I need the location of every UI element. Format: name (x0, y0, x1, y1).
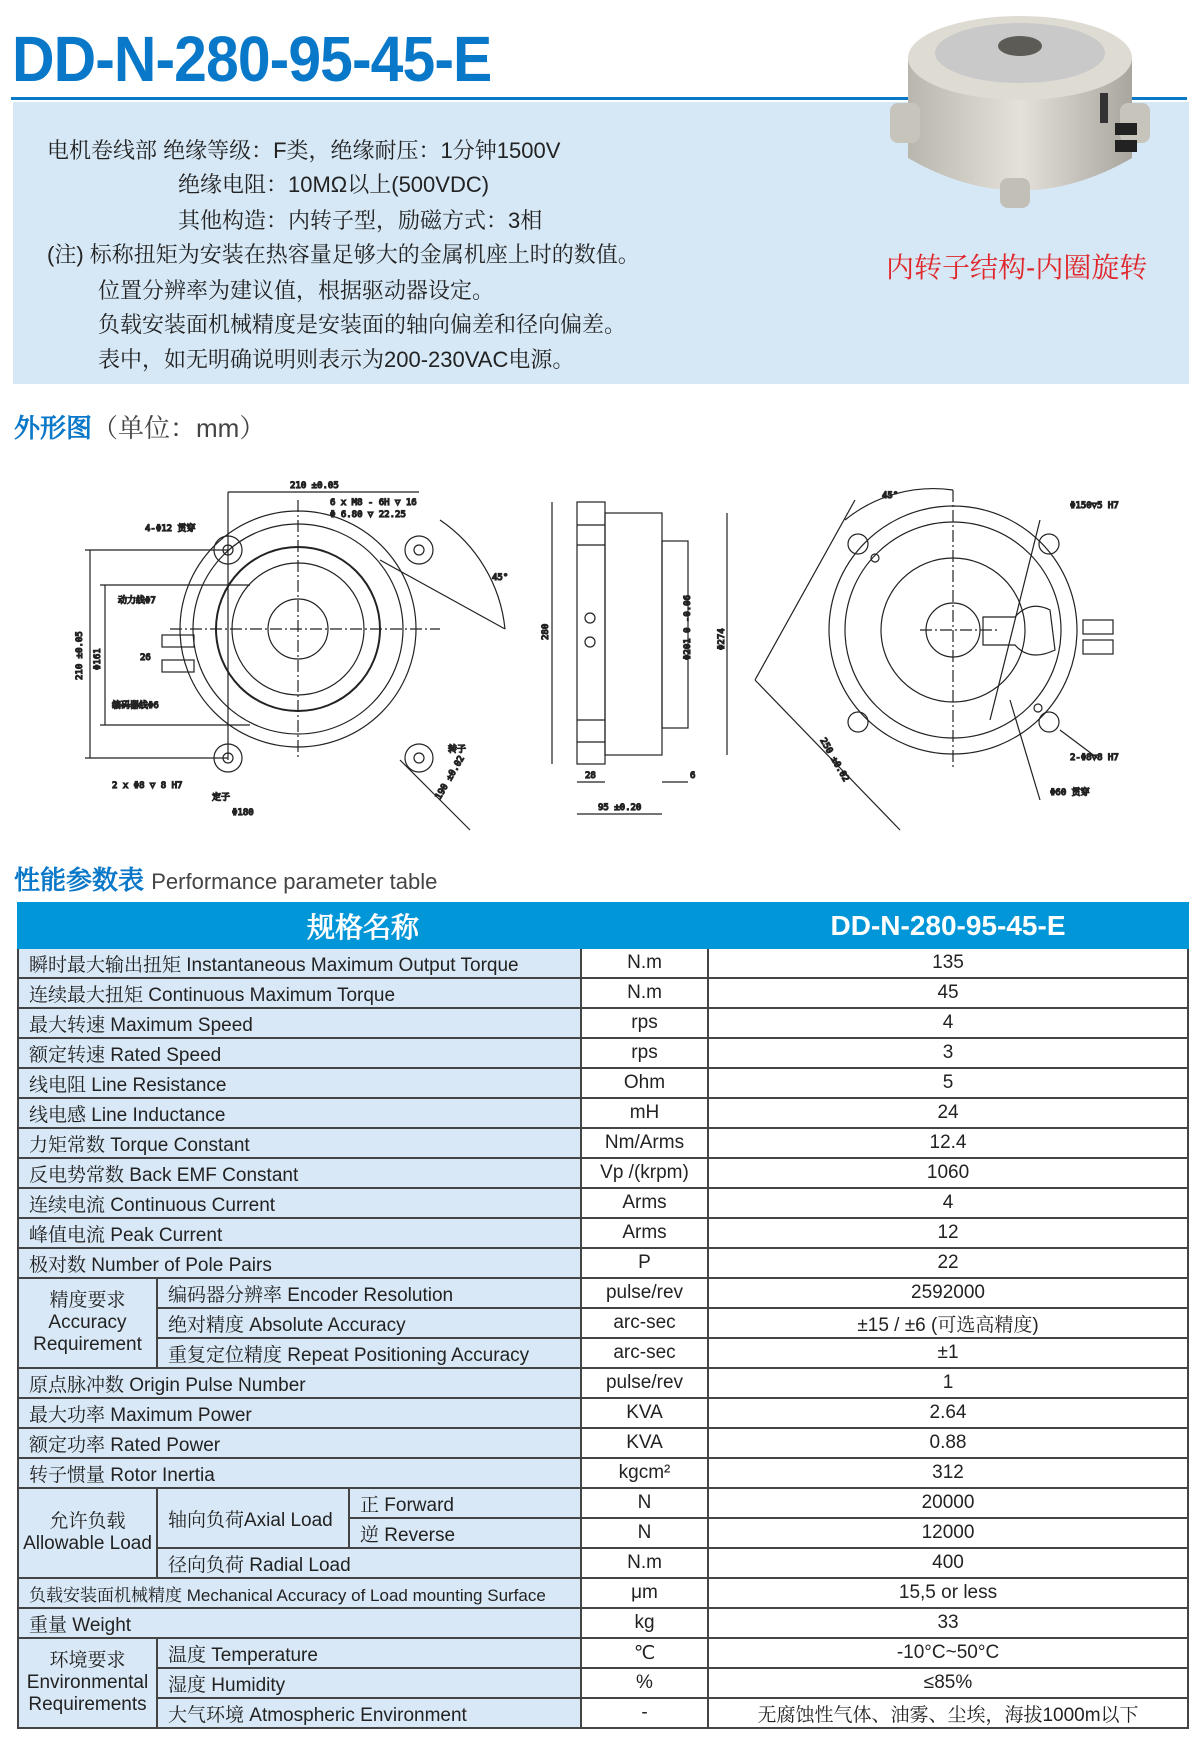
rear-view (755, 489, 1119, 830)
dim-label: 6 (690, 771, 696, 781)
value-cell: 12 (708, 1218, 1188, 1248)
dim-label: 250 ±0.02 (817, 736, 851, 784)
label-cell: 峰值电流 Peak Current (18, 1218, 581, 1248)
label-cell: 额定功率 Rated Power (18, 1428, 581, 1458)
info-line: (注) 标称扭矩为安装在热容量足够大的金属机座上时的数值。 (47, 242, 640, 267)
unit-cell: kg (581, 1608, 708, 1638)
dim-label: Φ201 0 -0.06 (683, 594, 693, 660)
dim-label: 定子 (212, 793, 231, 803)
unit-cell: Nm/Arms (581, 1128, 708, 1158)
table-row (18, 1488, 1188, 1518)
table-row (18, 1218, 1188, 1248)
label-cell: 线电感 Line Inductance (18, 1098, 581, 1128)
value-cell: 1060 (708, 1158, 1188, 1188)
dim-label: Φ150▽5 H7 (1070, 501, 1119, 511)
value-cell: 4 (708, 1188, 1188, 1218)
structure-label: 内转子结构-内圈旋转 (886, 252, 1148, 283)
info-line: 电机卷线部 绝缘等级：F类，绝缘耐压：1分钟1500V (47, 138, 561, 163)
unit-cell: Ohm (581, 1068, 708, 1098)
outline-heading (14, 408, 265, 445)
dim-label: Φ 6.80 ▽ 22.25 (330, 510, 406, 520)
value-cell: 22 (708, 1248, 1188, 1278)
value-cell: -10°C~50°C (708, 1638, 1188, 1668)
table-row (18, 1308, 1188, 1338)
value-cell: 12.4 (708, 1128, 1188, 1158)
table-row (18, 1248, 1188, 1278)
dim-label: Φ161 (93, 648, 103, 670)
value-cell: 4 (708, 1008, 1188, 1038)
col-model-header: DD-N-280-95-45-E (708, 903, 1188, 948)
unit-cell: pulse/rev (581, 1278, 708, 1308)
label-cell: 最大转速 Maximum Speed (18, 1008, 581, 1038)
label-cell: 连续电流 Continuous Current (18, 1188, 581, 1218)
table-row (18, 948, 1188, 978)
value-cell: 135 (708, 948, 1188, 978)
unit-cell: Arms (581, 1188, 708, 1218)
table-row (18, 978, 1188, 1008)
table-row (18, 1548, 1188, 1578)
label-cell: 轴向负荷Axial Load (157, 1488, 349, 1548)
table-row (18, 1578, 1188, 1608)
label-cell: 编码器分辨率 Encoder Resolution (157, 1278, 581, 1308)
dim-label: Φ60 贯穿 (1050, 788, 1090, 798)
dim-label: 45° (882, 491, 899, 501)
info-line: 绝缘电阻：10MΩ以上(500VDC) (178, 172, 490, 197)
perf-heading (14, 860, 437, 897)
dim-label: 2 x Φ8 ▽ 8 H7 (112, 781, 183, 791)
outline-drawing (0, 470, 1200, 840)
value-cell: ±1 (708, 1338, 1188, 1368)
dim-label: 动力线Φ7 (118, 596, 156, 606)
dim-label: 26 (140, 653, 151, 663)
perf-subtitle: Performance parameter table (151, 869, 438, 894)
value-cell: 3 (708, 1038, 1188, 1068)
table-row (18, 1698, 1188, 1728)
table-row (18, 1098, 1188, 1128)
dim-label: 210 ±0.05 (75, 631, 85, 680)
table-row (18, 1068, 1188, 1098)
label-cell: 额定转速 Rated Speed (18, 1038, 581, 1068)
outline-unit: （单位：mm） (92, 413, 266, 443)
label-cell: 转子惯量 Rotor Inertia (18, 1458, 581, 1488)
value-cell: 312 (708, 1458, 1188, 1488)
label-cell: 极对数 Number of Pole Pairs (18, 1248, 581, 1278)
front-view (75, 481, 508, 830)
dim-label: 编码器线Φ6 (112, 701, 159, 711)
label-cell: 精度要求 Accuracy Requirement (18, 1278, 157, 1368)
table-row (18, 1368, 1188, 1398)
unit-cell: % (581, 1668, 708, 1698)
unit-cell: N (581, 1518, 708, 1548)
unit-cell: KVA (581, 1428, 708, 1458)
value-cell: 45 (708, 978, 1188, 1008)
dim-label: Φ274 (717, 628, 727, 650)
dim-label: 4-Φ12 贯穿 (145, 524, 196, 534)
value-cell: 33 (708, 1608, 1188, 1638)
label-cell: 逆 Reverse (349, 1518, 581, 1548)
info-line: 其他构造：内转子型，励磁方式：3相 (178, 208, 543, 233)
unit-cell: kgcm² (581, 1458, 708, 1488)
label-cell: 湿度 Humidity (157, 1668, 581, 1698)
info-line: 负载安装面机械精度是安装面的轴向偏差和径向偏差。 (98, 312, 627, 337)
dim-label: 45° (492, 573, 509, 583)
unit-cell: arc-sec (581, 1338, 708, 1368)
label-cell: 正 Forward (349, 1488, 581, 1518)
outline-title: 外形图 (14, 413, 93, 443)
dim-label: 6 x M8 - 6H ▽ 16 (330, 498, 417, 508)
unit-cell: rps (581, 1008, 708, 1038)
table-row (18, 1338, 1188, 1368)
unit-cell: N (581, 1488, 708, 1518)
label-cell: 最大功率 Maximum Power (18, 1398, 581, 1428)
dim-label: 190 ±0.02 (433, 754, 467, 802)
dim-label: 2-Φ8▽8 H7 (1070, 753, 1119, 763)
label-cell: 连续最大扭矩 Continuous Maximum Torque (18, 978, 581, 1008)
unit-cell: Vp /(krpm) (581, 1158, 708, 1188)
value-cell: 1 (708, 1368, 1188, 1398)
value-cell: 0.88 (708, 1428, 1188, 1458)
info-line: 位置分辨率为建议值，根据驱动器设定。 (98, 278, 495, 303)
label-cell: 允许负载 Allowable Load (18, 1488, 157, 1578)
label-cell: 环境要求 Environmental Requirements (18, 1638, 157, 1728)
table-row (18, 1158, 1188, 1188)
dim-label: 210 ±0.05 (290, 481, 339, 491)
label-cell: 温度 Temperature (157, 1638, 581, 1668)
table-row (18, 1188, 1188, 1218)
label-cell: 重复定位精度 Repeat Positioning Accuracy (157, 1338, 581, 1368)
table-row (18, 1668, 1188, 1698)
unit-cell: arc-sec (581, 1308, 708, 1338)
table-row (18, 1458, 1188, 1488)
unit-cell: mH (581, 1098, 708, 1128)
unit-cell: N.m (581, 948, 708, 978)
dim-label: Φ180 (232, 808, 254, 818)
table-row (18, 1128, 1188, 1158)
value-cell: 12000 (708, 1518, 1188, 1548)
label-cell: 重量 Weight (18, 1608, 581, 1638)
label-cell: 力矩常数 Torque Constant (18, 1128, 581, 1158)
unit-cell: pulse/rev (581, 1368, 708, 1398)
dim-label: 转子 (448, 745, 467, 755)
label-cell: 原点脉冲数 Origin Pulse Number (18, 1368, 581, 1398)
dim-label: 280 (541, 623, 551, 640)
table-row (18, 1428, 1188, 1458)
value-cell: 2592000 (708, 1278, 1188, 1308)
perf-title: 性能参数表 (14, 865, 145, 895)
table-row (18, 1008, 1188, 1038)
value-cell: 400 (708, 1548, 1188, 1578)
label-cell: 线电阻 Line Resistance (18, 1068, 581, 1098)
unit-cell: μm (581, 1578, 708, 1608)
unit-cell: Arms (581, 1218, 708, 1248)
value-cell: 20000 (708, 1488, 1188, 1518)
unit-cell: N.m (581, 1548, 708, 1578)
table-header (18, 903, 1188, 948)
value-cell: 2.64 (708, 1398, 1188, 1428)
value-cell: ±15 / ±6 (可选高精度) (708, 1308, 1188, 1338)
table-row (18, 1608, 1188, 1638)
unit-cell: N.m (581, 978, 708, 1008)
label-cell: 大气环境 Atmospheric Environment (157, 1698, 581, 1728)
label-cell: 径向负荷 Radial Load (157, 1548, 581, 1578)
value-cell: 无腐蚀性气体、油雾、尘埃，海拔1000m以下 (708, 1698, 1188, 1728)
table-row (18, 1038, 1188, 1068)
performance-table (17, 902, 1189, 1729)
table-row (18, 1278, 1188, 1308)
product-image (880, 8, 1170, 213)
info-line: 表中，如无明确说明则表示为200-230VAC电源。 (98, 347, 575, 372)
value-cell: ≤85% (708, 1668, 1188, 1698)
value-cell: 15,5 or less (708, 1578, 1188, 1608)
product-title: DD-N-280-95-45-E (12, 23, 492, 95)
unit-cell: KVA (581, 1398, 708, 1428)
table-row (18, 1398, 1188, 1428)
label-cell: 绝对精度 Absolute Accuracy (157, 1308, 581, 1338)
dim-label: 28 (585, 771, 596, 781)
unit-cell: rps (581, 1038, 708, 1068)
col-name-header: 规格名称 (18, 903, 708, 948)
unit-cell: P (581, 1248, 708, 1278)
label-cell: 瞬时最大输出扭矩 Instantaneous Maximum Output Torque (18, 948, 581, 978)
dim-label: 95 ±0.20 (598, 803, 642, 813)
value-cell: 24 (708, 1098, 1188, 1128)
unit-cell: ℃ (581, 1638, 708, 1668)
label-cell: 反电势常数 Back EMF Constant (18, 1158, 581, 1188)
value-cell: 5 (708, 1068, 1188, 1098)
side-view (541, 502, 727, 814)
unit-cell: - (581, 1698, 708, 1728)
label-cell: 负载安装面机械精度 Mechanical Accuracy of Load mounting Surface (18, 1578, 581, 1608)
table-row (18, 1638, 1188, 1668)
